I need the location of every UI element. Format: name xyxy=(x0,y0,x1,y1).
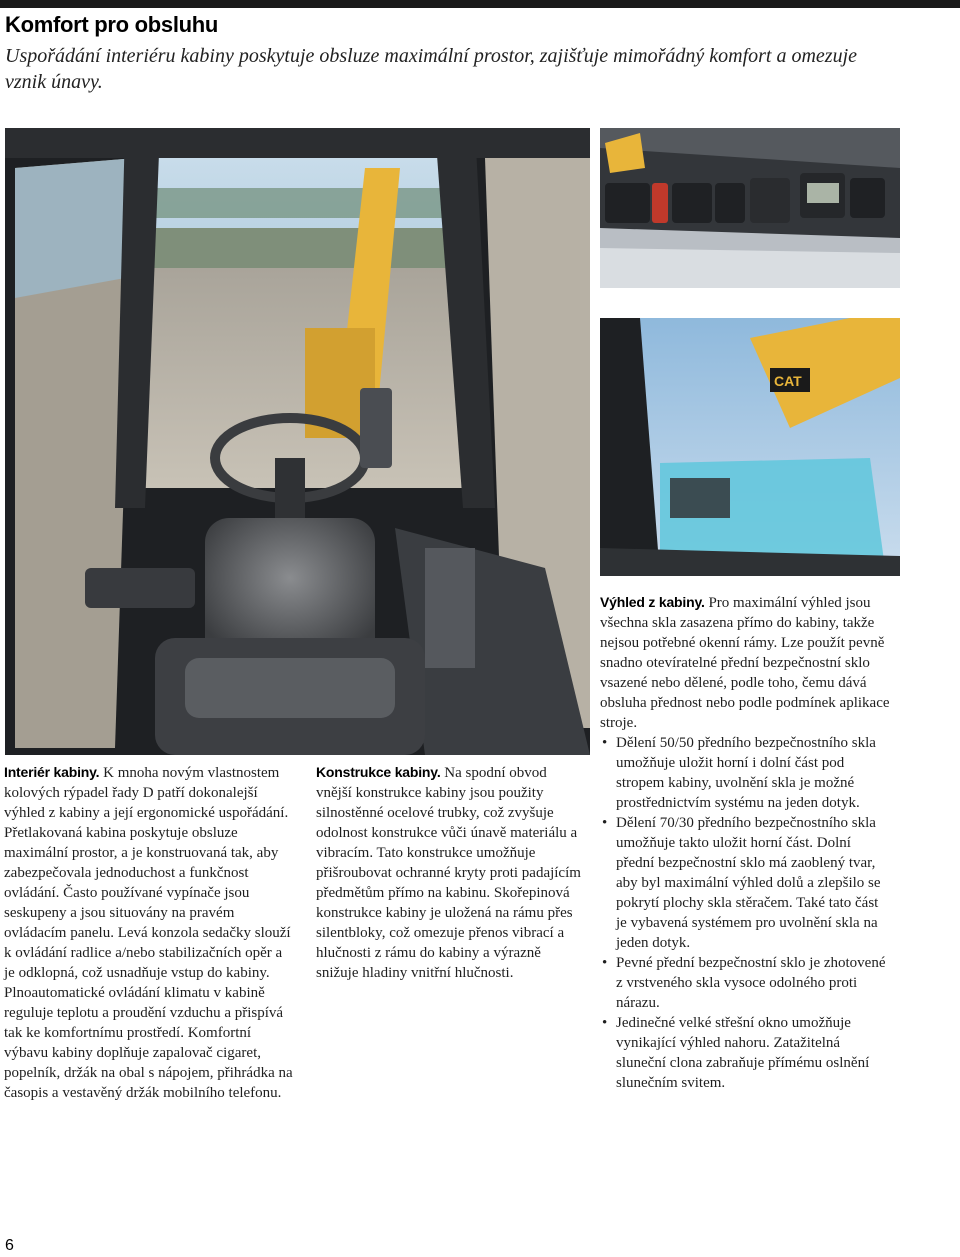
cabin-visibility-text: Pro maximální výhled jsou všechna skla zasazena přímo do kabiny, takže nejsou potřebné okenní rámy. Lze použít pevně snadno otevíratelné přední bezpečnostní sklo vsazené nebo dělené, podle toho, čemu dává obsluha přednost nebo podle podmínek aplikace stroje. xyxy=(600,595,890,731)
page-number: 6 xyxy=(5,1237,14,1254)
column-cabin-visibility xyxy=(600,592,890,1093)
top-rule xyxy=(0,0,960,8)
list-item: • Jedinečné velké střešní okno umožňuje vynikající výhled nahoru. Zatažitelná sluneční clona zabraňuje přímému oslnění slunečním svitem. xyxy=(600,1013,890,1093)
cabin-structure-heading: Konstrukce kabiny. xyxy=(316,764,441,780)
roof-window-photo xyxy=(600,318,900,576)
list-item: • Pevné přední bezpečnostní sklo je zhotovené z vrstveného skla vysoce odolného proti nárazu. xyxy=(600,953,890,1013)
cabin-interior-photo xyxy=(5,128,590,755)
switch-panel-photo xyxy=(600,128,900,288)
list-item: • Dělení 70/30 předního bezpečnostního skla umožňuje takto uložit horní část. Dolní přední bezpečnostní sklo má zaoblený tvar, aby byl maximální výhled dolů a zlepšilo se pokrytí plochy skla stěračem. Také tato část je vybavená systémem pro uvolnění skla na jeden dotyk. xyxy=(600,813,890,953)
column-cabin-structure xyxy=(316,762,586,983)
cat-logo-text: CAT xyxy=(774,373,802,389)
page-subtitle: Uspořádání interiéru kabiny poskytuje obsluze maximální prostor, zajišťuje mimořádný komfort a omezuje vznik únavy. xyxy=(5,45,858,93)
cabin-visibility-heading: Výhled z kabiny. xyxy=(600,594,705,610)
cabin-interior-heading: Interiér kabiny. xyxy=(4,764,100,780)
visibility-bullet-list xyxy=(600,733,890,1093)
page-title: Komfort pro obsluhu xyxy=(5,12,219,37)
cabin-structure-text: Na spodní obvod vnější konstrukce kabiny jsou použity silnostěnné ocelové trubky, což zvyšuje odolnost konstrukce vůči únavě materiálu a vibracím. Tato konstrukce umožňuje přišroubovat ochranné kryty proti padajícím předmětům přímo na kabinu. Skořepinová konstrukce kabiny je uložená na rámu přes silentbloky, což omezuje přenos vibrací a hlučnosti z rámu do kabiny a výrazně snižuje hladiny vnitřní hlučnosti. xyxy=(316,765,581,981)
cabin-interior-text: K mnoha novým vlastnostem kolových rýpadel řady D patří dokonalejší výhled z kabiny a její ergonomické uspořádání. Přetlakovaná kabina poskytuje obsluze maximální prostor, a je konstruovaná tak, aby zabezpečovala jednoduchost a funkčnost ovládání. Často používané vypínače jsou seskupeny a jsou situovány na pravém ovládacím panelu. Levá konzola sedačky slouží k ovládání radlice a/nebo stabilizačních opěr a je odklopná, což usnadňuje vstup do kabiny. Plnoautomatické ovládání klimatu v kabině reguluje teplotu a proudění vzduchu a přispívá tak ke komfortnímu prostředí. Komfortní výbavu kabiny doplňuje zapalovač cigaret, popelník, držák na obal s nápojem, přihrádka na časopis a vestavěný držák mobilního telefonu. xyxy=(4,765,293,1101)
list-item: • Dělení 50/50 předního bezpečnostního skla umožňuje uložit horní i dolní část pod stropem kabiny, uvolnění skla je možné prostřednictvím systému na jeden dotyk. xyxy=(600,733,890,813)
column-cabin-interior xyxy=(4,762,294,1103)
